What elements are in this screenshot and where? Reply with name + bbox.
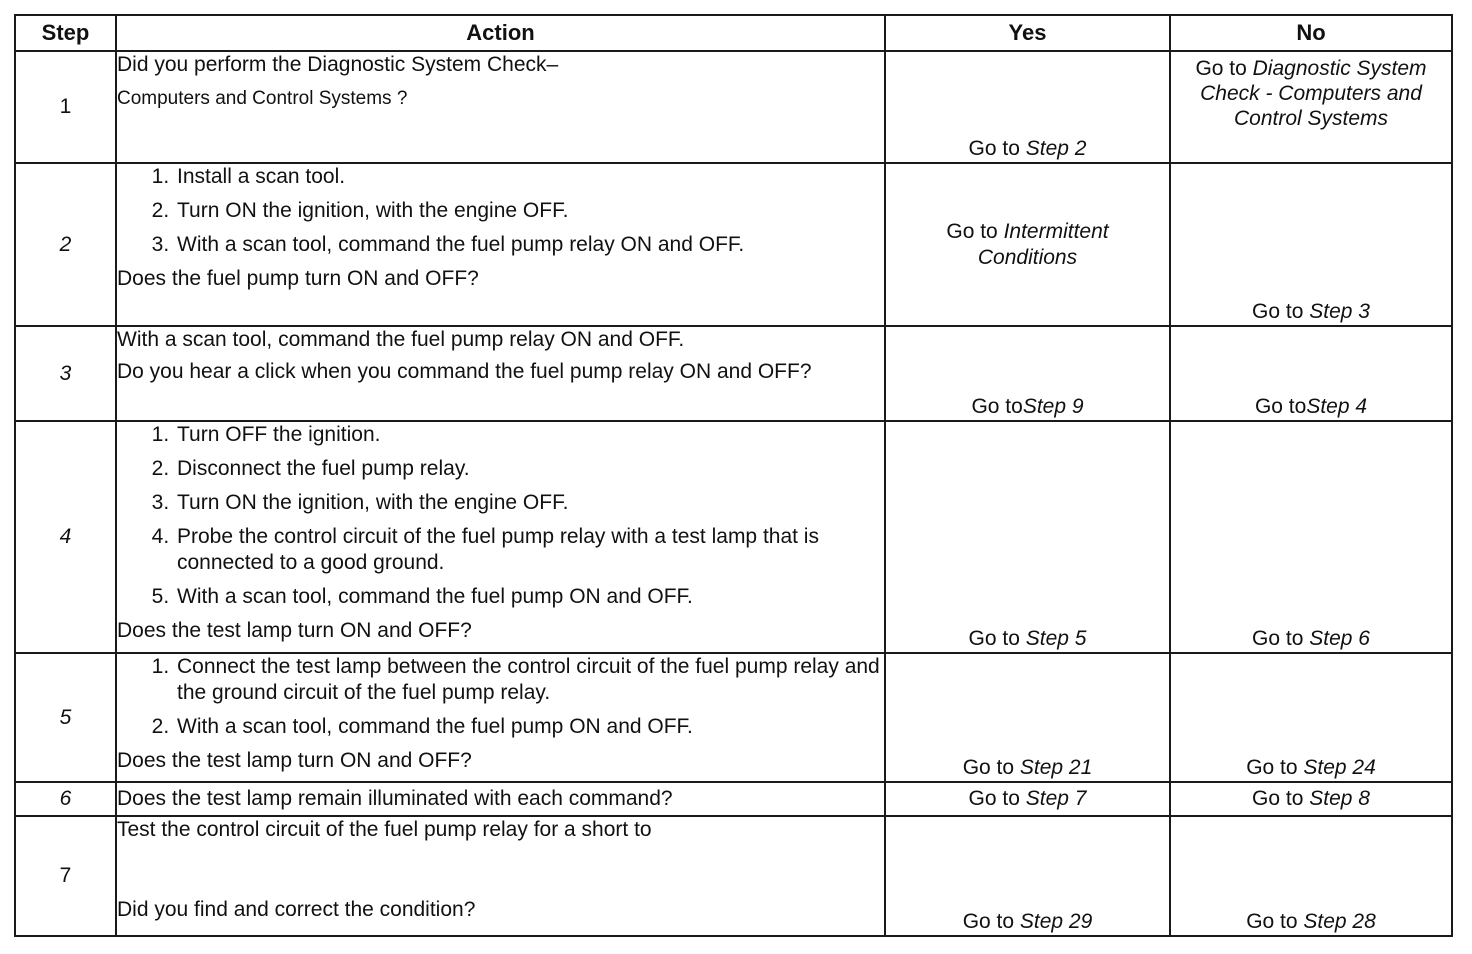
- yes-prefix: Go to: [962, 756, 1020, 779]
- action-steps: [117, 654, 884, 740]
- no-cell: [1170, 51, 1452, 163]
- no-step-link[interactable]: Step 3: [1309, 300, 1370, 323]
- yes-prefix: Go to: [971, 395, 1023, 418]
- no-prefix: Go to: [1252, 627, 1310, 650]
- no-prefix: Go to: [1246, 910, 1304, 933]
- action-step: 3. Turn ON the ignition, with the engine OFF.: [175, 490, 884, 516]
- no-cell: [1170, 816, 1452, 936]
- header-yes: Yes: [885, 15, 1170, 51]
- no-cell: [1170, 326, 1452, 421]
- action-steps: [117, 422, 884, 610]
- no-prefix: Go to: [1246, 756, 1304, 779]
- yes-cell: [885, 326, 1170, 421]
- no-step-link[interactable]: Step 8: [1309, 787, 1370, 810]
- yes-step-link[interactable]: Step 2: [1025, 137, 1087, 160]
- yes-prefix: Go to: [968, 137, 1026, 160]
- yes-step-link[interactable]: Step 29: [1019, 910, 1093, 933]
- action-cell: [116, 326, 885, 421]
- yes-prefix: Go to: [962, 910, 1020, 933]
- header-no: No: [1170, 15, 1452, 51]
- yes-cell: [885, 163, 1170, 326]
- step-number: 6: [15, 782, 116, 816]
- step-number: 5: [15, 653, 116, 782]
- action-cell: [116, 816, 885, 936]
- no-step-link[interactable]: Step 24: [1303, 756, 1376, 779]
- no-step-link[interactable]: Step 6: [1309, 627, 1370, 650]
- action-question: Does the fuel pump turn ON and OFF?: [117, 267, 479, 290]
- action-step: 5. With a scan tool, command the fuel pump ON and OFF.: [175, 584, 884, 610]
- step-number: 2: [15, 163, 116, 326]
- action-step: 1. Install a scan tool.: [175, 164, 884, 190]
- diagnostic-table: [14, 14, 1453, 937]
- yes-cell: [885, 782, 1170, 816]
- no-cell: [1170, 421, 1452, 653]
- action-text: Did you perform the Diagnostic System Check–: [117, 53, 559, 76]
- action-cell: [116, 653, 885, 782]
- step-number: 1: [15, 51, 116, 163]
- yes-cell: [885, 816, 1170, 936]
- no-step-link[interactable]: Step 28: [1303, 910, 1376, 933]
- no-prefix: Go to: [1254, 395, 1307, 418]
- no-cell: [1170, 782, 1452, 816]
- no-prefix: Go to: [1195, 57, 1253, 80]
- action-text: Test the control circuit of the fuel pump relay for a short to: [117, 818, 652, 841]
- action-question: Does the test lamp turn ON and OFF?: [117, 749, 472, 772]
- action-question: Do you hear a click when you command the fuel pump relay ON and OFF?: [117, 360, 812, 383]
- step-number: 3: [15, 326, 116, 421]
- yes-cell: [885, 51, 1170, 163]
- yes-cell: [885, 421, 1170, 653]
- action-question: Does the test lamp remain illuminated with each command?: [117, 787, 673, 810]
- no-prefix: Go to: [1252, 300, 1310, 323]
- no-step-link[interactable]: Step 4: [1306, 395, 1368, 418]
- action-text: Computers and Control Systems ?: [117, 88, 408, 109]
- yes-cell: [885, 653, 1170, 782]
- action-step: 2. Disconnect the fuel pump relay.: [175, 456, 884, 482]
- step-number: 7: [15, 816, 116, 936]
- action-cell: [116, 163, 885, 326]
- no-cell: [1170, 163, 1452, 326]
- action-step: 2. With a scan tool, command the fuel pump ON and OFF.: [175, 714, 884, 740]
- header-step: Step: [15, 15, 116, 51]
- action-step: 3. With a scan tool, command the fuel pump relay ON and OFF.: [175, 232, 884, 258]
- action-text: With a scan tool, command the fuel pump relay ON and OFF.: [117, 328, 685, 351]
- action-step: 2. Turn ON the ignition, with the engine OFF.: [175, 198, 884, 224]
- action-step: 1. Turn OFF the ignition.: [175, 422, 884, 448]
- table-row: [15, 51, 1452, 163]
- yes-step-link[interactable]: Intermittent Conditions: [977, 219, 1109, 269]
- no-step-link[interactable]: Diagnostic System Check - Computers and Control Systems: [1200, 57, 1427, 130]
- no-prefix: Go to: [1252, 787, 1310, 810]
- header-row: [15, 15, 1452, 51]
- table-row: [15, 653, 1452, 782]
- action-steps: [117, 164, 884, 258]
- no-cell: [1170, 653, 1452, 782]
- table-row: [15, 816, 1452, 936]
- action-step: 4. Probe the control circuit of the fuel pump relay with a test lamp that is connected to a good ground.: [175, 524, 884, 576]
- table-row: [15, 326, 1452, 421]
- action-question: Does the test lamp turn ON and OFF?: [117, 619, 472, 642]
- step-number: 4: [15, 421, 116, 653]
- action-cell: [116, 51, 885, 163]
- table-row: [15, 163, 1452, 326]
- yes-step-link[interactable]: Step 21: [1019, 756, 1093, 779]
- action-cell: [116, 782, 885, 816]
- action-cell: [116, 421, 885, 653]
- yes-step-link[interactable]: Step 9: [1022, 395, 1084, 418]
- yes-prefix: Go to: [968, 627, 1026, 650]
- yes-prefix: Go to: [946, 219, 1004, 243]
- table-row: [15, 782, 1452, 816]
- table-row: [15, 421, 1452, 653]
- yes-step-link[interactable]: Step 5: [1025, 627, 1087, 650]
- yes-step-link[interactable]: Step 7: [1025, 787, 1087, 810]
- header-action: Action: [116, 15, 885, 51]
- yes-prefix: Go to: [968, 787, 1026, 810]
- action-step: 1. Connect the test lamp between the control circuit of the fuel pump relay and the ground circuit of the fuel pump relay.: [175, 654, 884, 706]
- action-question: Did you find and correct the condition?: [117, 898, 476, 921]
